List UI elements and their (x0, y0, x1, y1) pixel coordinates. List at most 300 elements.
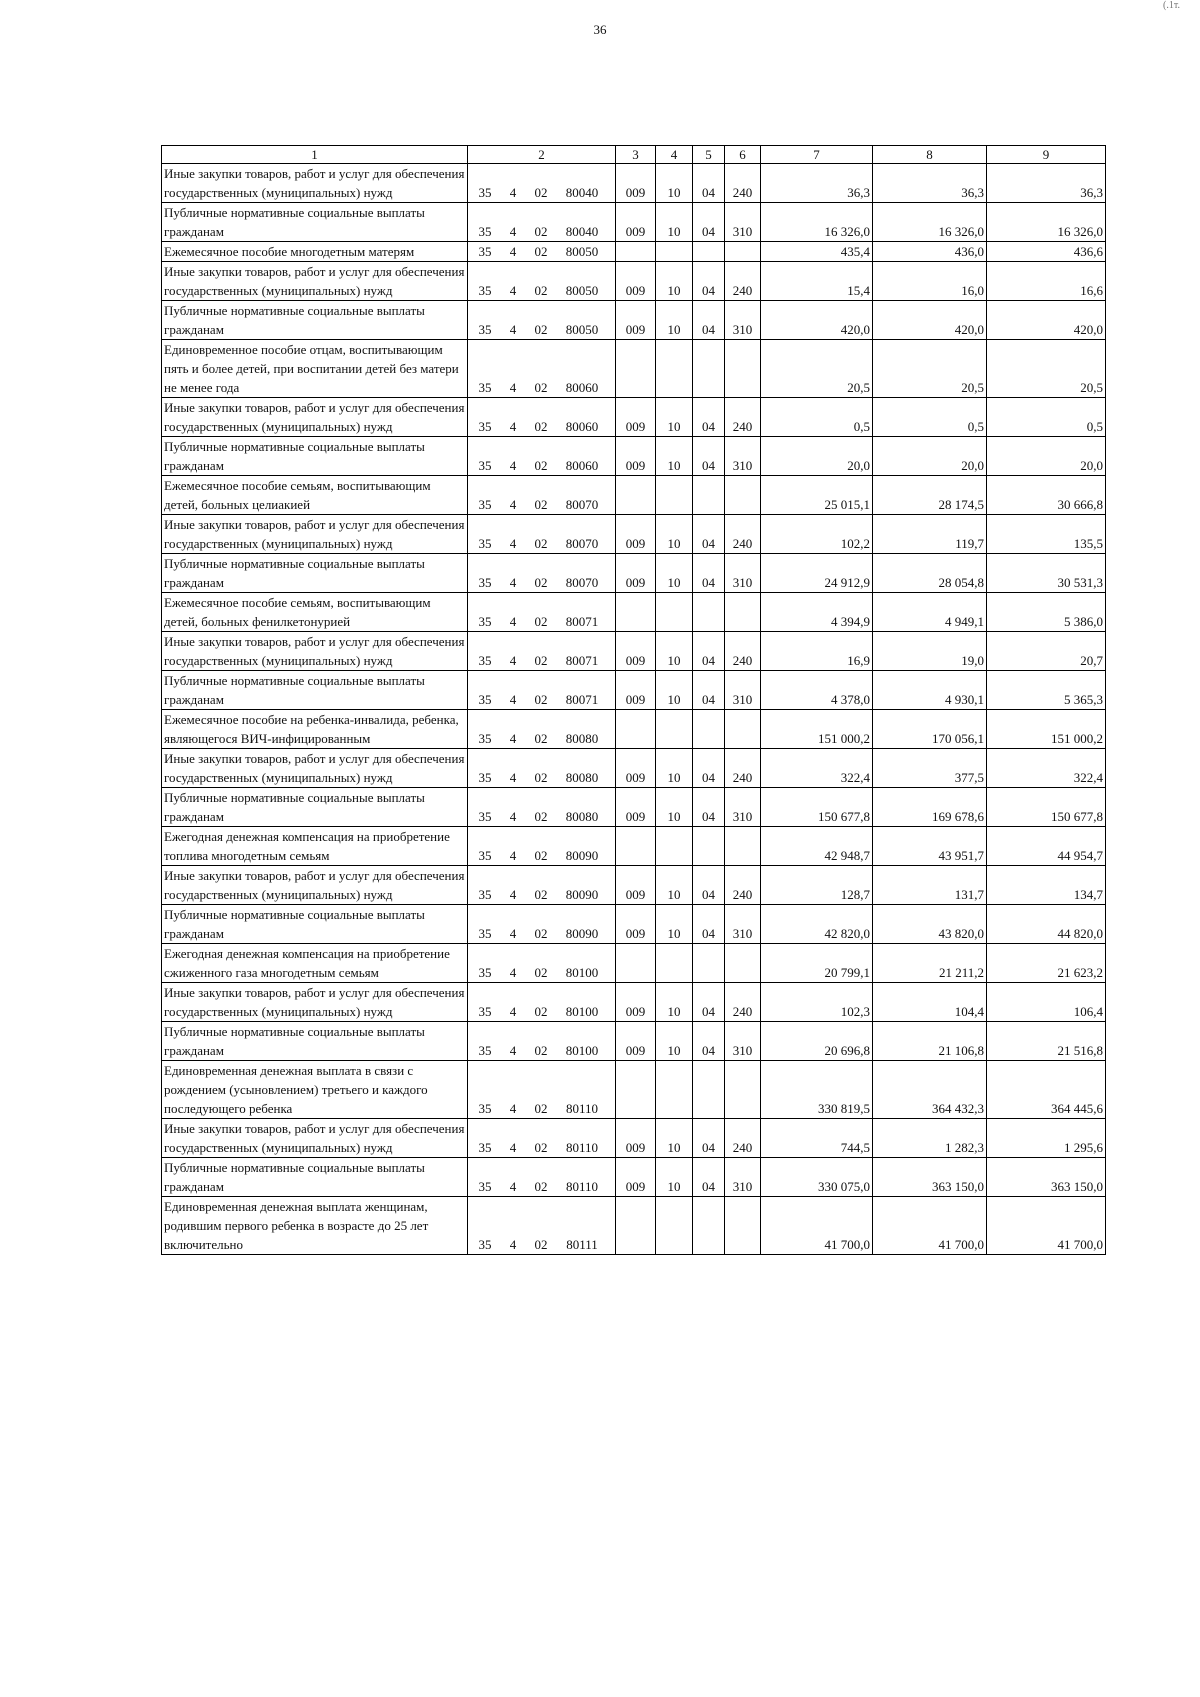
value-col-7: 15,4 (761, 262, 873, 301)
expense-type-code: 240 (725, 1119, 761, 1158)
ministry-code: 009 (616, 1119, 656, 1158)
value-col-9: 41 700,0 (987, 1197, 1106, 1255)
value-col-9: 151 000,2 (987, 710, 1106, 749)
value-col-8: 0,5 (873, 398, 987, 437)
code-part: 80050 (565, 322, 599, 337)
value-col-9: 16,6 (987, 262, 1106, 301)
section-code (656, 476, 693, 515)
code-part: 02 (534, 1140, 548, 1155)
subsection-code: 04 (693, 437, 725, 476)
ministry-code: 009 (616, 866, 656, 905)
value-col-9: 36,3 (987, 164, 1106, 203)
code-part: 4 (509, 419, 517, 434)
value-col-9: 20,5 (987, 340, 1106, 398)
code-part: 02 (534, 926, 548, 941)
value-col-7: 4 378,0 (761, 671, 873, 710)
code-part: 80110 (565, 1179, 599, 1194)
value-col-7: 330 075,0 (761, 1158, 873, 1197)
value-col-7: 420,0 (761, 301, 873, 340)
value-col-8: 16 326,0 (873, 203, 987, 242)
ministry-code: 009 (616, 983, 656, 1022)
subsection-code: 04 (693, 301, 725, 340)
table-row (162, 983, 1106, 1022)
row-name: Публичные нормативные социальные выплаты гражданам (162, 671, 468, 710)
value-col-8: 420,0 (873, 301, 987, 340)
table-row (162, 866, 1106, 905)
value-col-8: 43 951,7 (873, 827, 987, 866)
code-part: 35 (478, 887, 492, 902)
code-part: 02 (534, 575, 548, 590)
code-part: 35 (478, 965, 492, 980)
value-col-9: 106,4 (987, 983, 1106, 1022)
expense-type-code (725, 944, 761, 983)
code-part: 35 (478, 224, 492, 239)
program-code (468, 749, 616, 788)
code-part: 4 (509, 848, 517, 863)
col-header: 2 (468, 146, 616, 164)
code-part: 35 (478, 848, 492, 863)
program-code (468, 1158, 616, 1197)
section-code (656, 710, 693, 749)
ministry-code: 009 (616, 164, 656, 203)
code-part: 35 (478, 653, 492, 668)
section-code: 10 (656, 1119, 693, 1158)
program-code (468, 1022, 616, 1061)
code-part: 35 (478, 497, 492, 512)
code-part: 4 (509, 614, 517, 629)
code-part: 02 (534, 965, 548, 980)
value-col-7: 42 948,7 (761, 827, 873, 866)
value-col-7: 25 015,1 (761, 476, 873, 515)
value-col-7: 102,3 (761, 983, 873, 1022)
expense-type-code (725, 827, 761, 866)
expense-type-code: 310 (725, 301, 761, 340)
code-part: 4 (509, 283, 517, 298)
code-part: 02 (534, 380, 548, 395)
code-part: 35 (478, 809, 492, 824)
code-part: 80080 (565, 731, 599, 746)
code-part: 80111 (566, 1237, 598, 1252)
value-col-8: 170 056,1 (873, 710, 987, 749)
section-code: 10 (656, 866, 693, 905)
code-part: 35 (478, 283, 492, 298)
value-col-8: 20,5 (873, 340, 987, 398)
expense-type-code (725, 710, 761, 749)
code-part: 80080 (565, 809, 599, 824)
ministry-code (616, 827, 656, 866)
code-part: 80090 (565, 926, 599, 941)
code-part: 35 (478, 614, 492, 629)
program-code (468, 1119, 616, 1158)
code-part: 80050 (565, 283, 599, 298)
code-part: 80050 (565, 244, 599, 259)
program-code (468, 866, 616, 905)
section-code (656, 944, 693, 983)
expense-type-code (725, 476, 761, 515)
section-code: 10 (656, 164, 693, 203)
ministry-code (616, 710, 656, 749)
ministry-code: 009 (616, 671, 656, 710)
section-code (656, 827, 693, 866)
code-part: 4 (509, 731, 517, 746)
program-code (468, 905, 616, 944)
code-part: 80071 (565, 614, 599, 629)
code-part: 4 (509, 1179, 517, 1194)
code-part: 02 (534, 497, 548, 512)
page-number: 36 (593, 22, 607, 37)
row-name: Публичные нормативные социальные выплаты гражданам (162, 905, 468, 944)
value-col-8: 21 211,2 (873, 944, 987, 983)
value-col-7: 36,3 (761, 164, 873, 203)
table-row (162, 164, 1106, 203)
ministry-code: 009 (616, 632, 656, 671)
subsection-code: 04 (693, 398, 725, 437)
code-part: 35 (478, 185, 492, 200)
value-col-7: 150 677,8 (761, 788, 873, 827)
section-code: 10 (656, 983, 693, 1022)
value-col-8: 41 700,0 (873, 1197, 987, 1255)
table-row (162, 1197, 1106, 1255)
code-part: 4 (509, 692, 517, 707)
row-name: Публичные нормативные социальные выплаты гражданам (162, 301, 468, 340)
col-header: 5 (693, 146, 725, 164)
subsection-code: 04 (693, 749, 725, 788)
value-col-9: 1 295,6 (987, 1119, 1106, 1158)
program-code (468, 1197, 616, 1255)
ministry-code (616, 340, 656, 398)
row-name: Публичные нормативные социальные выплаты гражданам (162, 554, 468, 593)
value-col-8: 21 106,8 (873, 1022, 987, 1061)
section-code (656, 340, 693, 398)
code-part: 35 (478, 692, 492, 707)
program-code (468, 437, 616, 476)
section-code: 10 (656, 788, 693, 827)
value-col-9: 30 531,3 (987, 554, 1106, 593)
subsection-code (693, 944, 725, 983)
program-code (468, 671, 616, 710)
code-part: 4 (509, 887, 517, 902)
ministry-code: 009 (616, 1158, 656, 1197)
code-part: 02 (534, 770, 548, 785)
value-col-9: 5 386,0 (987, 593, 1106, 632)
code-part: 02 (534, 536, 548, 551)
section-code: 10 (656, 203, 693, 242)
col-header: 8 (873, 146, 987, 164)
section-code: 10 (656, 749, 693, 788)
code-part: 80040 (565, 185, 599, 200)
section-code: 10 (656, 1022, 693, 1061)
subsection-code: 04 (693, 262, 725, 301)
value-col-8: 119,7 (873, 515, 987, 554)
col-header: 9 (987, 146, 1106, 164)
table-row (162, 749, 1106, 788)
section-code: 10 (656, 437, 693, 476)
code-part: 4 (509, 322, 517, 337)
table-body (162, 164, 1106, 1255)
value-col-9: 134,7 (987, 866, 1106, 905)
code-part: 4 (509, 1140, 517, 1155)
table-row (162, 340, 1106, 398)
value-col-9: 20,0 (987, 437, 1106, 476)
value-col-7: 102,2 (761, 515, 873, 554)
code-part: 35 (478, 1101, 492, 1116)
ministry-code: 009 (616, 437, 656, 476)
expense-type-code: 240 (725, 515, 761, 554)
value-col-7: 128,7 (761, 866, 873, 905)
value-col-7: 20 696,8 (761, 1022, 873, 1061)
code-part: 4 (509, 380, 517, 395)
code-part: 02 (534, 692, 548, 707)
value-col-8: 131,7 (873, 866, 987, 905)
row-name: Иные закупки товаров, работ и услуг для обеспечения государственных (муниципальных) нужд (162, 632, 468, 671)
table-row (162, 476, 1106, 515)
code-part: 35 (478, 1179, 492, 1194)
row-name: Иные закупки товаров, работ и услуг для обеспечения государственных (муниципальных) нужд (162, 866, 468, 905)
code-part: 02 (534, 614, 548, 629)
code-part: 4 (509, 1101, 517, 1116)
expense-type-code (725, 1197, 761, 1255)
code-part: 4 (509, 575, 517, 590)
value-col-8: 43 820,0 (873, 905, 987, 944)
table-row (162, 710, 1106, 749)
col-header: 6 (725, 146, 761, 164)
code-part: 02 (534, 283, 548, 298)
program-code (468, 301, 616, 340)
ministry-code: 009 (616, 905, 656, 944)
value-col-9: 0,5 (987, 398, 1106, 437)
code-part: 35 (478, 322, 492, 337)
value-col-8: 436,0 (873, 242, 987, 262)
code-part: 4 (509, 1043, 517, 1058)
code-part: 80090 (565, 887, 599, 902)
ministry-code (616, 476, 656, 515)
expense-type-code: 310 (725, 203, 761, 242)
code-part: 4 (509, 1237, 517, 1252)
subsection-code (693, 242, 725, 262)
subsection-code (693, 1197, 725, 1255)
code-part: 4 (509, 224, 517, 239)
code-part: 02 (534, 244, 548, 259)
budget-table (161, 145, 1106, 1255)
section-code: 10 (656, 515, 693, 554)
table-row (162, 437, 1106, 476)
program-code (468, 944, 616, 983)
code-part: 02 (534, 731, 548, 746)
code-part: 02 (534, 1237, 548, 1252)
section-code: 10 (656, 905, 693, 944)
col-header: 3 (616, 146, 656, 164)
table-row (162, 1022, 1106, 1061)
code-part: 80060 (565, 458, 599, 473)
code-part: 80071 (565, 692, 599, 707)
code-part: 80110 (565, 1101, 599, 1116)
value-col-8: 19,0 (873, 632, 987, 671)
ministry-code: 009 (616, 1022, 656, 1061)
table-row (162, 554, 1106, 593)
code-part: 02 (534, 1043, 548, 1058)
program-code (468, 164, 616, 203)
section-code: 10 (656, 301, 693, 340)
program-code (468, 476, 616, 515)
value-col-8: 28 174,5 (873, 476, 987, 515)
program-code (468, 554, 616, 593)
program-code (468, 242, 616, 262)
code-part: 02 (534, 1179, 548, 1194)
program-code (468, 203, 616, 242)
row-name: Ежегодная денежная компенсация на приобретение сжиженного газа многодетным семьям (162, 944, 468, 983)
subsection-code: 04 (693, 1119, 725, 1158)
section-code: 10 (656, 632, 693, 671)
value-col-8: 377,5 (873, 749, 987, 788)
table-row (162, 593, 1106, 632)
code-part: 4 (509, 965, 517, 980)
code-part: 02 (534, 1101, 548, 1116)
row-name: Иные закупки товаров, работ и услуг для обеспечения государственных (муниципальных) нужд (162, 983, 468, 1022)
row-name: Публичные нормативные социальные выплаты гражданам (162, 203, 468, 242)
table-row (162, 671, 1106, 710)
code-part: 4 (509, 185, 517, 200)
program-code (468, 710, 616, 749)
program-code (468, 632, 616, 671)
row-name: Публичные нормативные социальные выплаты гражданам (162, 1158, 468, 1197)
value-col-7: 16 326,0 (761, 203, 873, 242)
code-part: 4 (509, 770, 517, 785)
row-name: Иные закупки товаров, работ и услуг для обеспечения государственных (муниципальных) нужд (162, 749, 468, 788)
code-part: 80070 (565, 536, 599, 551)
row-name: Иные закупки товаров, работ и услуг для обеспечения государственных (муниципальных) нужд (162, 1119, 468, 1158)
section-code: 10 (656, 398, 693, 437)
code-part: 35 (478, 1004, 492, 1019)
value-col-8: 20,0 (873, 437, 987, 476)
row-name: Иные закупки товаров, работ и услуг для обеспечения государственных (муниципальных) нужд (162, 164, 468, 203)
value-col-9: 16 326,0 (987, 203, 1106, 242)
section-code (656, 1197, 693, 1255)
table-row (162, 1119, 1106, 1158)
expense-type-code: 310 (725, 671, 761, 710)
row-name: Иные закупки товаров, работ и услуг для обеспечения государственных (муниципальных) нужд (162, 398, 468, 437)
code-part: 02 (534, 419, 548, 434)
row-name: Публичные нормативные социальные выплаты гражданам (162, 788, 468, 827)
code-part: 35 (478, 770, 492, 785)
value-col-9: 363 150,0 (987, 1158, 1106, 1197)
row-name: Иные закупки товаров, работ и услуг для обеспечения государственных (муниципальных) нужд (162, 515, 468, 554)
ministry-code: 009 (616, 262, 656, 301)
value-col-8: 104,4 (873, 983, 987, 1022)
value-col-9: 20,7 (987, 632, 1106, 671)
expense-type-code: 240 (725, 398, 761, 437)
code-part: 4 (509, 244, 517, 259)
subsection-code: 04 (693, 554, 725, 593)
program-code (468, 827, 616, 866)
code-part: 4 (509, 1004, 517, 1019)
code-part: 4 (509, 458, 517, 473)
expense-type-code: 310 (725, 788, 761, 827)
code-part: 80071 (565, 653, 599, 668)
value-col-7: 16,9 (761, 632, 873, 671)
code-part: 35 (478, 244, 492, 259)
code-part: 02 (534, 224, 548, 239)
code-part: 80060 (565, 419, 599, 434)
code-part: 35 (478, 1140, 492, 1155)
expense-type-code: 240 (725, 983, 761, 1022)
code-part: 4 (509, 497, 517, 512)
subsection-code: 04 (693, 515, 725, 554)
code-part: 02 (534, 1004, 548, 1019)
code-part: 35 (478, 380, 492, 395)
table-row (162, 632, 1106, 671)
expense-type-code: 240 (725, 164, 761, 203)
program-code (468, 262, 616, 301)
table-row (162, 788, 1106, 827)
value-col-8: 36,3 (873, 164, 987, 203)
subsection-code: 04 (693, 164, 725, 203)
value-col-7: 20,0 (761, 437, 873, 476)
ministry-code (616, 944, 656, 983)
code-part: 02 (534, 887, 548, 902)
code-part: 80070 (565, 497, 599, 512)
section-code: 10 (656, 1158, 693, 1197)
code-part: 35 (478, 575, 492, 590)
code-part: 80090 (565, 848, 599, 863)
section-code: 10 (656, 671, 693, 710)
row-name: Публичные нормативные социальные выплаты гражданам (162, 1022, 468, 1061)
subsection-code (693, 340, 725, 398)
ministry-code: 009 (616, 515, 656, 554)
value-col-8: 1 282,3 (873, 1119, 987, 1158)
ministry-code: 009 (616, 301, 656, 340)
table-row (162, 203, 1106, 242)
value-col-9: 44 954,7 (987, 827, 1106, 866)
expense-type-code (725, 593, 761, 632)
code-part: 80080 (565, 770, 599, 785)
subsection-code: 04 (693, 866, 725, 905)
code-part: 35 (478, 458, 492, 473)
expense-type-code: 310 (725, 905, 761, 944)
table-row (162, 262, 1106, 301)
row-name: Ежемесячное пособие семьям, воспитывающим детей, больных целиакией (162, 476, 468, 515)
row-name: Публичные нормативные социальные выплаты гражданам (162, 437, 468, 476)
value-col-7: 322,4 (761, 749, 873, 788)
expense-type-code: 310 (725, 554, 761, 593)
code-part: 80040 (565, 224, 599, 239)
row-name: Единовременное пособие отцам, воспитывающим пять и более детей, при воспитании детей без матери не менее года (162, 340, 468, 398)
value-col-7: 744,5 (761, 1119, 873, 1158)
subsection-code: 04 (693, 983, 725, 1022)
expense-type-code: 310 (725, 1022, 761, 1061)
ministry-code (616, 593, 656, 632)
expense-type-code: 310 (725, 437, 761, 476)
program-code (468, 340, 616, 398)
code-part: 35 (478, 536, 492, 551)
code-part: 4 (509, 653, 517, 668)
program-code (468, 983, 616, 1022)
code-part: 4 (509, 536, 517, 551)
expense-type-code: 310 (725, 1158, 761, 1197)
ministry-code: 009 (616, 788, 656, 827)
value-col-7: 4 394,9 (761, 593, 873, 632)
program-code (468, 593, 616, 632)
value-col-7: 435,4 (761, 242, 873, 262)
code-part: 4 (509, 809, 517, 824)
subsection-code: 04 (693, 632, 725, 671)
code-part: 02 (534, 848, 548, 863)
row-name: Единовременная денежная выплата в связи с рождением (усыновлением) третьего и каждого последующего ребенка (162, 1061, 468, 1119)
value-col-8: 16,0 (873, 262, 987, 301)
expense-type-code (725, 340, 761, 398)
col-header: 1 (162, 146, 468, 164)
value-col-9: 150 677,8 (987, 788, 1106, 827)
value-col-9: 21 623,2 (987, 944, 1106, 983)
